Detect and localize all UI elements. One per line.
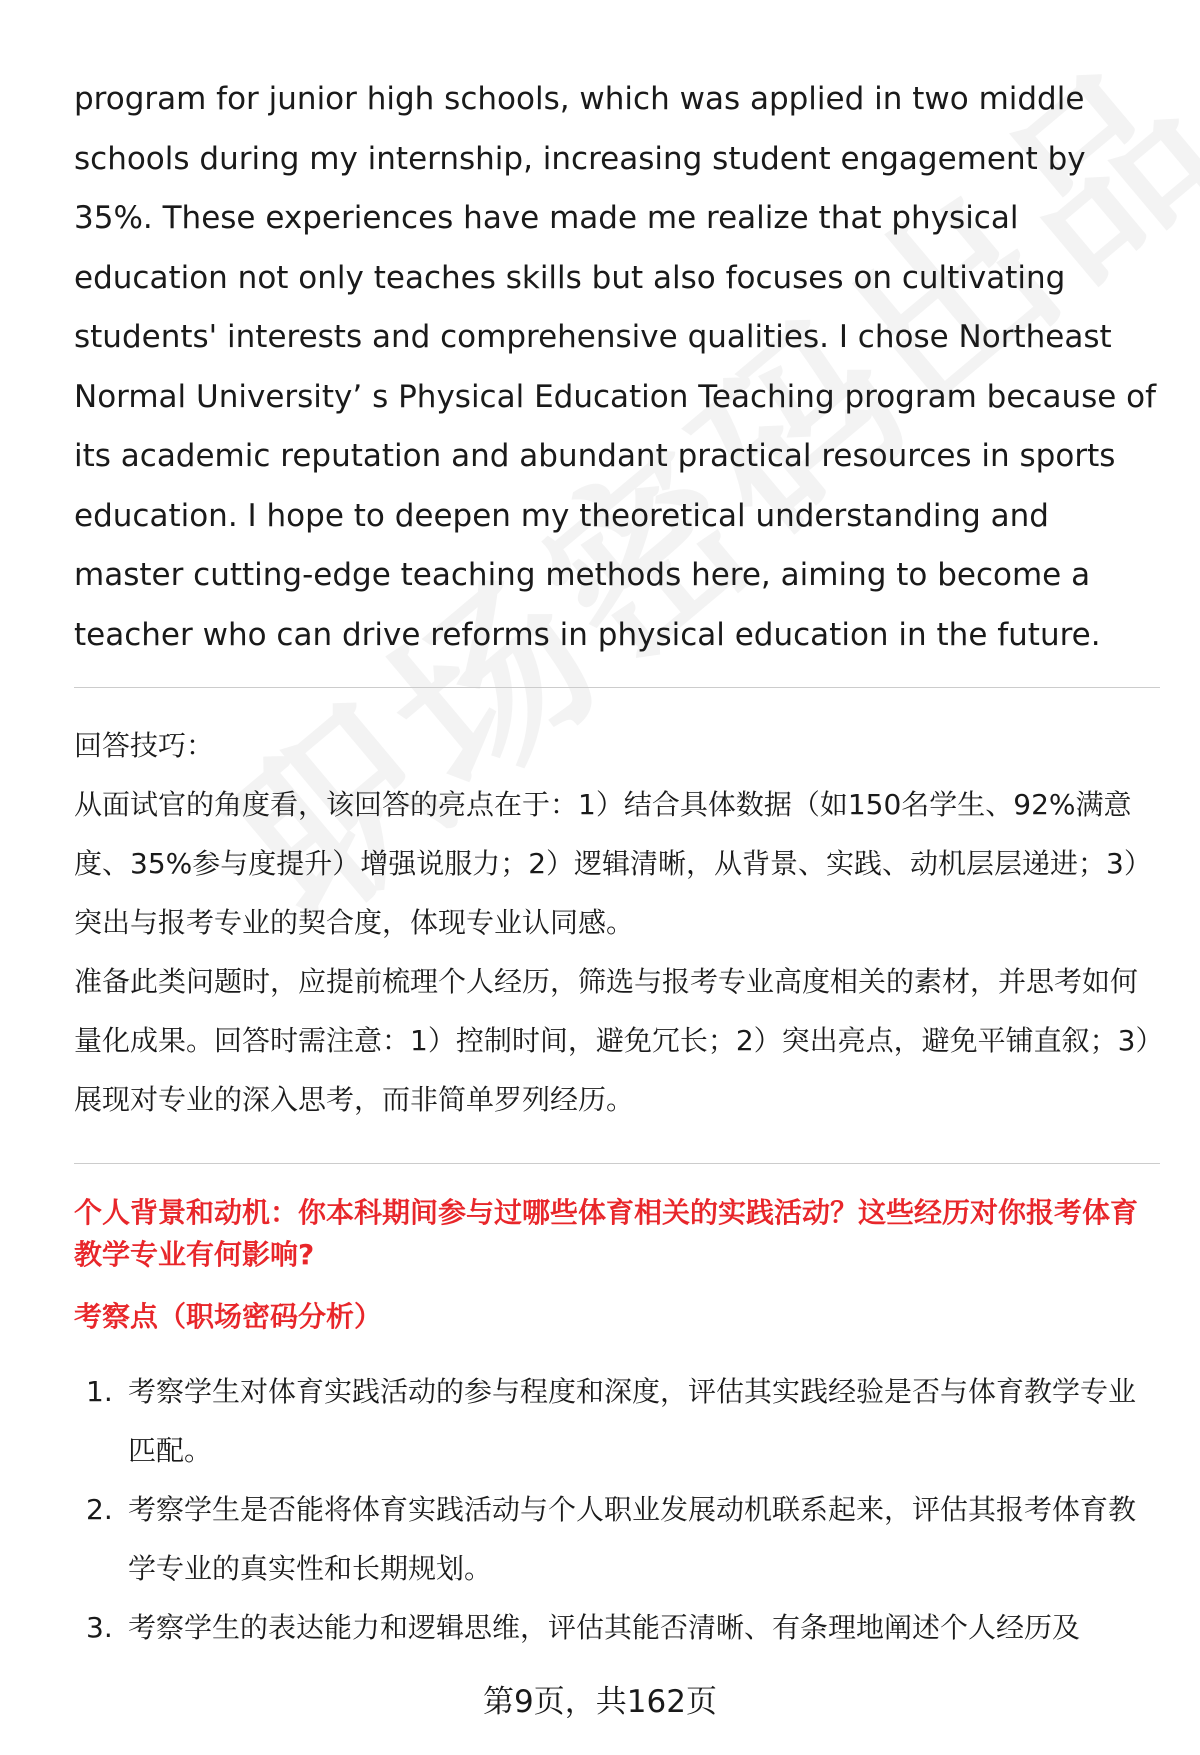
list-item-text: 考察学生的表达能力和逻辑思维，评估其能否清晰、有条理地阐述个人经历及 — [128, 1611, 1081, 1644]
english-answer-paragraph: program for junior high schools, which was applied in two middle schools during my internship, increasing student engagement by 35%. These experiences have made me realize that physical education not only teaches skills but also focuses on cultivating students' interests and comprehensive qualities. I chose Northeast Normal University’ s Physical Education Teaching program because of its academic reputation and abundant practical resources in sports education. I hope to deepen my theoretical understanding and master cutting-edge teaching methods here, aiming to become a teacher who can drive reforms in physical education in the future. — [74, 81, 1157, 653]
question-heading: 个人背景和动机：你本科期间参与过哪些体育相关的实践活动？这些经历对你报考体育教学专业有何影响? — [74, 1196, 1139, 1271]
list-item-text: 考察学生对体育实践活动的参与程度和深度，评估其实践经验是否与体育教学专业匹配。 — [128, 1375, 1137, 1467]
examination-heading: 考察点（职场密码分析） — [74, 1300, 383, 1333]
examination-points-list — [74, 1362, 1160, 1657]
list-item-text: 考察学生是否能将体育实践活动与个人职业发展动机联系起来，评估其报考体育教学专业的真实性和长期规划。 — [128, 1493, 1137, 1585]
list-item — [74, 1480, 1160, 1598]
tips-paragraph-1: 从面试官的角度看，该回答的亮点在于：1）结合具体数据（如150名学生、92%满意度、35%参与度提升）增强说服力；2）逻辑清晰，从背景、实践、动机层层递进；3）突出与报考专业的契合度，体现专业认同感。 — [74, 788, 1152, 939]
list-item-number: 1. — [86, 1375, 113, 1408]
list-item — [74, 1598, 1160, 1657]
tips-section — [74, 716, 1160, 1129]
tips-paragraph-2: 准备此类问题时，应提前梳理个人经历，筛选与报考专业高度相关的素材，并思考如何量化成果。回答时需注意：1）控制时间，避免冗长；2）突出亮点，避免平铺直叙；3）展现对专业的深入思考，而非简单罗列经历。 — [74, 965, 1150, 1116]
list-item-number: 3. — [86, 1611, 113, 1644]
list-item — [74, 1362, 1160, 1480]
list-item-number: 2. — [86, 1493, 113, 1526]
page-number: 第9页，共162页 — [483, 1684, 717, 1720]
tips-heading: 回答技巧： — [74, 729, 215, 762]
page-content — [74, 70, 1160, 1657]
